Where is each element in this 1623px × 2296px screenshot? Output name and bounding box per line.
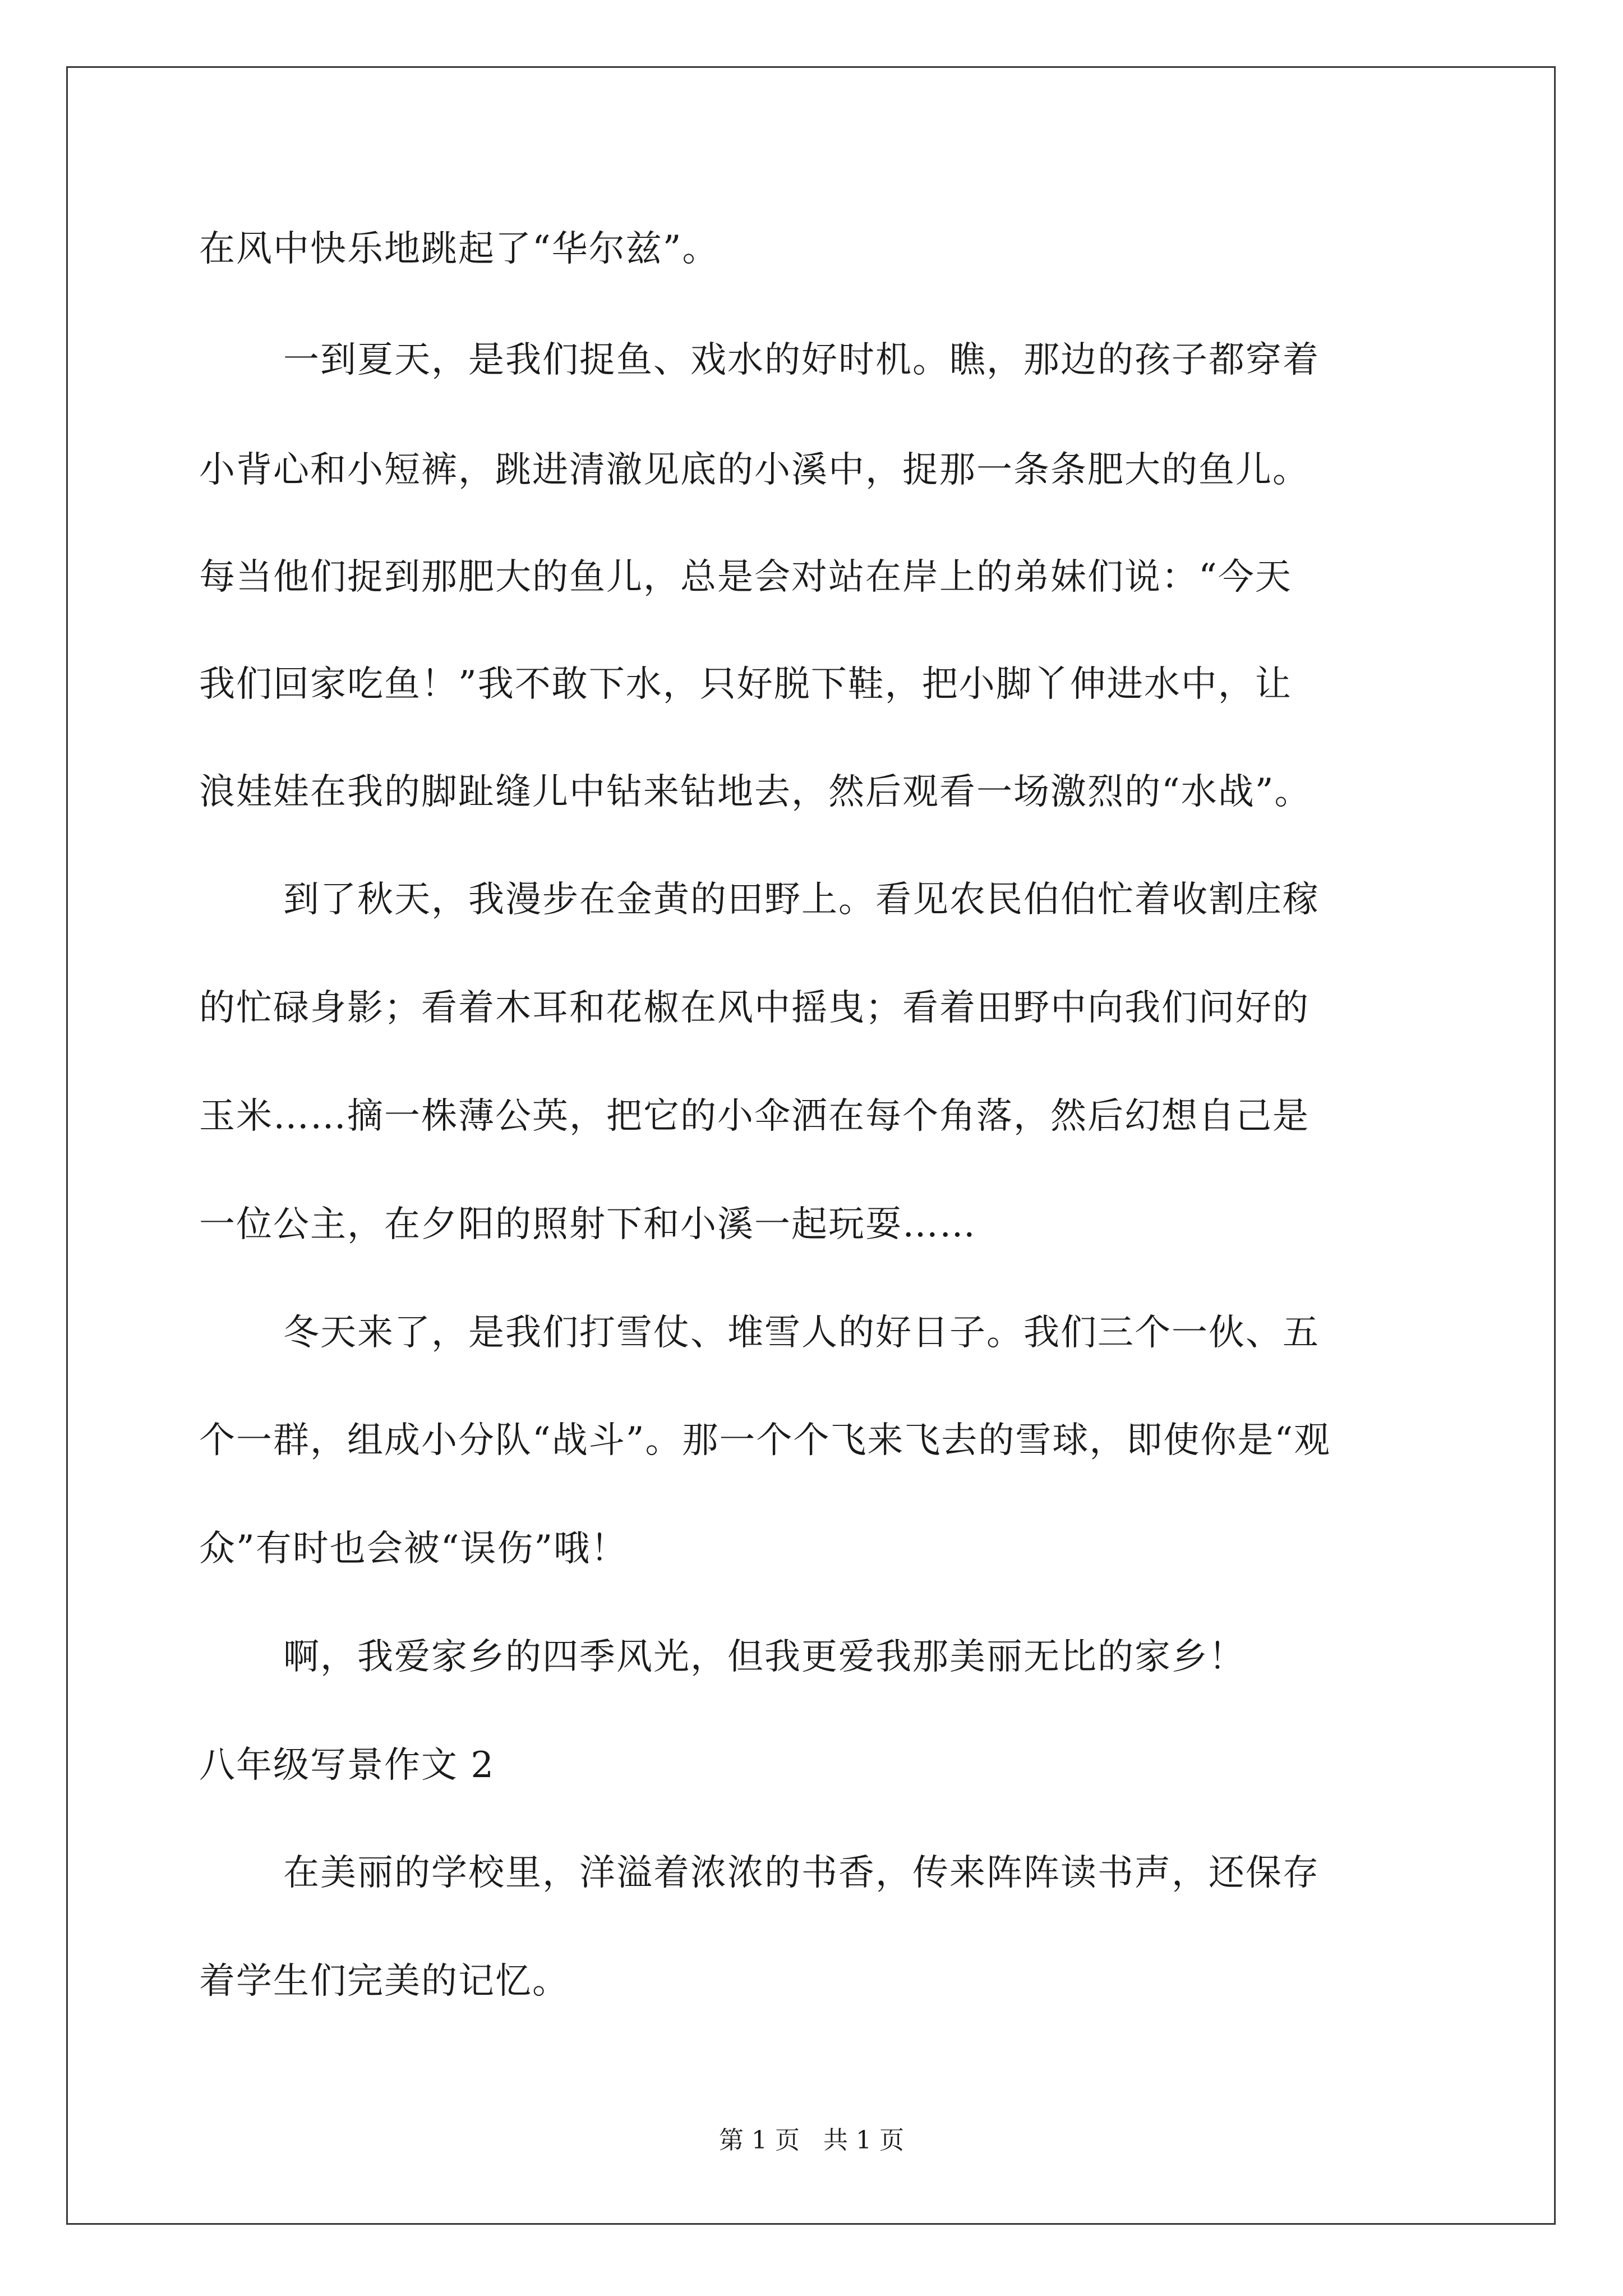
paragraph-line: 玉米……摘一株薄公英，把它的小伞洒在每个角落，然后幻想自己是 [199, 1096, 1310, 1137]
paragraph-line: 啊，我爱家乡的四季风光，但我更爱我那美丽无比的家乡！ [283, 1636, 1246, 1678]
paragraph-line: 我们回家吃鱼！”我不敢下水，只好脱下鞋，把小脚丫伸进水中，让 [199, 664, 1292, 705]
paragraph-line: 冬天来了，是我们打雪仗、堆雪人的好日子。我们三个一伙、五 [283, 1312, 1320, 1354]
section-heading: 八年级写景作文 2 [199, 1745, 495, 1786]
paragraph-line: 小背心和小短裤，跳进清澈见底的小溪中，捉那一条条肥大的鱼儿。 [199, 449, 1310, 491]
paragraph-line: 到了秋天，我漫步在金黄的田野上。看见农民伯伯忙着收割庄稼 [283, 879, 1320, 921]
paragraph-line: 一到夏天，是我们捉鱼、戏水的好时机。瞧，那边的孩子都穿着 [283, 339, 1320, 381]
paragraph-line: 浪娃娃在我的脚趾缝儿中钻来钻地去，然后观看一场激烈的“水战”。 [199, 771, 1312, 813]
page-footer: 第 1 页 共 1 页 [719, 2126, 904, 2155]
paragraph-line: 个一群，组成小分队“战斗”。那一个个飞来飞去的雪球，即使你是“观 [199, 1420, 1331, 1461]
paragraph-line: 在风中快乐地跳起了“华尔兹”。 [199, 228, 720, 270]
paragraph-line: 每当他们捉到那肥大的鱼儿，总是会对站在岸上的弟妹们说：“今天 [199, 556, 1292, 598]
page-border [66, 66, 1556, 2225]
paragraph-line: 在美丽的学校里，洋溢着浓浓的书香，传来阵阵读书声，还保存 [283, 1852, 1320, 1894]
paragraph-line: 一位公主，在夕阳的照射下和小溪一起玩耍…… [199, 1204, 976, 1245]
paragraph-line: 着学生们完美的记忆。 [199, 1961, 569, 2002]
paragraph-line: 众”有时也会被“误伤”哦！ [199, 1528, 628, 1570]
paragraph-line: 的忙碌身影；看着木耳和花椒在风中摇曳；看着田野中向我们问好的 [199, 987, 1310, 1029]
